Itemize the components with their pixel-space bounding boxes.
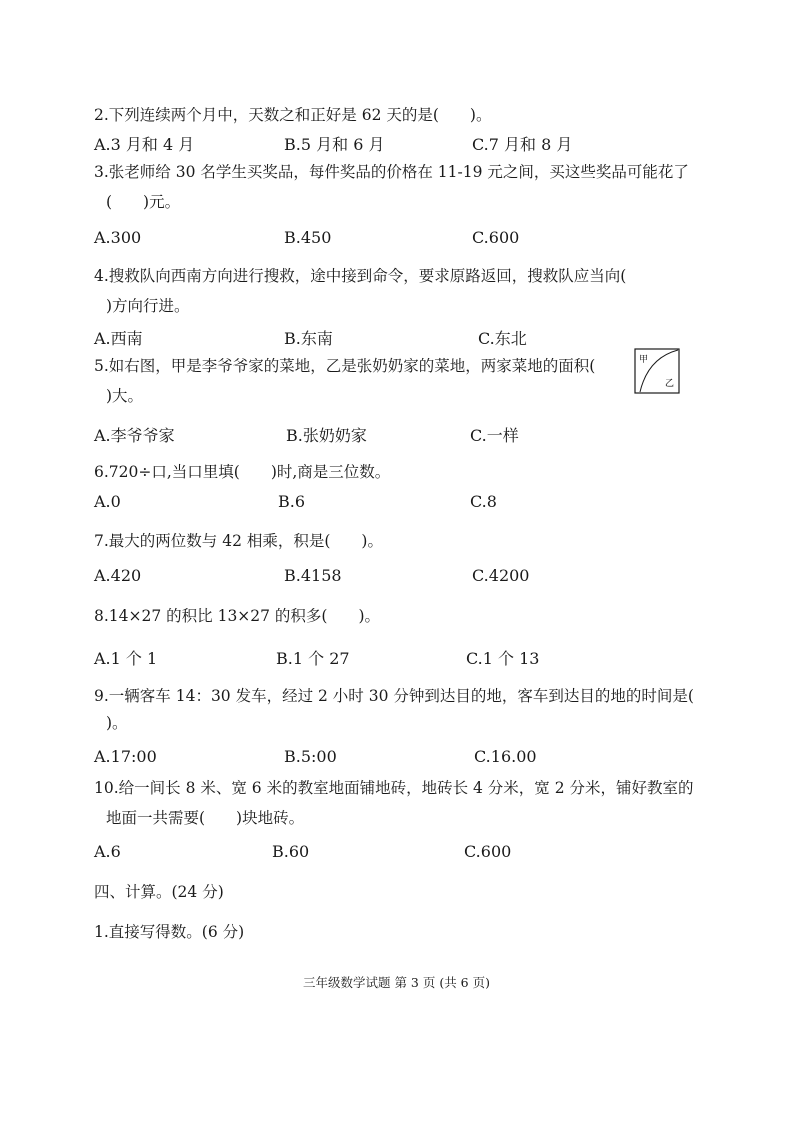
question-10-line-2: 地面一共需要( )块地砖。 [106, 809, 305, 827]
question-6: 6.720÷口,当口里填( )时,商是三位数。 [94, 463, 391, 481]
figure-label-b: 乙 [665, 379, 675, 389]
option-c: C.600 [464, 842, 512, 861]
option-a: A.300 [94, 228, 142, 247]
question-5-options [94, 423, 734, 445]
question-2-options [94, 132, 734, 154]
question-3-options [94, 228, 734, 250]
option-b: B.5 月和 6 月 [284, 135, 385, 154]
option-c: C.东北 [478, 329, 527, 348]
question-7: 7.最大的两位数与 42 相乘，积是( )。 [94, 532, 383, 550]
question-2: 2.下列连续两个月中，天数之和正好是 62 天的是( )。 [94, 106, 492, 124]
question-9-line-2: )。 [106, 714, 128, 732]
option-a: A.李爷爷家 [94, 426, 175, 445]
question-4-line-1: 4.搜救队向西南方向进行搜救，途中接到命令，要求原路返回，搜救队应当向( [94, 267, 627, 285]
option-b: B.6 [278, 492, 306, 511]
question-8: 8.14×27 的积比 13×27 的积多( )。 [94, 607, 381, 625]
question-9-options [94, 747, 734, 769]
option-b: B.60 [272, 842, 310, 861]
question-4-options [94, 326, 734, 348]
question-10-options [94, 842, 734, 864]
option-b: B.东南 [284, 329, 333, 348]
section-4-subsection-1: 1.直接写得数。(6 分) [94, 923, 245, 941]
option-c: C.8 [470, 492, 497, 511]
option-a: A.西南 [94, 329, 143, 348]
option-b: B.450 [284, 228, 332, 247]
option-b: B.4158 [284, 566, 342, 585]
option-c: C.1 个 13 [466, 649, 540, 668]
question-10-line-1: 10.给一间长 8 米、宽 6 米的教室地面铺地砖，地砖长 4 分米，宽 2 分米，铺好教室的 [94, 779, 694, 797]
option-a: A.0 [94, 492, 121, 511]
option-c: C.7 月和 8 月 [472, 135, 573, 154]
option-b: B.5:00 [284, 747, 337, 766]
option-c: C.600 [472, 228, 520, 247]
option-a: A.3 月和 4 月 [94, 135, 195, 154]
option-b: B.1 个 27 [276, 649, 350, 668]
farmland-figure [634, 348, 680, 394]
question-4-line-2: )方向行进。 [106, 297, 190, 315]
question-7-options [94, 566, 734, 588]
option-a: A.420 [94, 566, 142, 585]
question-8-options [94, 646, 734, 668]
page-footer: 三年级数学试题 第 3 页 (共 6 页) [302, 975, 490, 990]
figure-label-a: 甲 [639, 355, 649, 365]
option-a: A.1 个 1 [94, 649, 158, 668]
option-c: C.16.00 [474, 747, 537, 766]
section-4-title: 四、计算。(24 分) [94, 883, 224, 901]
question-3-line-2: ( )元。 [106, 193, 181, 211]
option-a: A.6 [94, 842, 121, 861]
question-9-line-1: 9.一辆客车 14：30 发车，经过 2 小时 30 分钟到达目的地，客车到达目的地的时间是( [94, 687, 694, 705]
option-b: B.张奶奶家 [286, 426, 367, 445]
question-3-line-1: 3.张老师给 30 名学生买奖品，每件奖品的价格在 11-19 元之间，买这些奖品可能花了 [94, 163, 689, 181]
question-5-line-1: 5.如右图，甲是李爷爷家的菜地，乙是张奶奶家的菜地，两家菜地的面积( [94, 357, 596, 375]
question-6-options [94, 492, 734, 514]
option-c: C.一样 [470, 426, 519, 445]
question-5-line-2: )大。 [106, 387, 144, 405]
option-a: A.17:00 [94, 747, 157, 766]
option-c: C.4200 [472, 566, 530, 585]
